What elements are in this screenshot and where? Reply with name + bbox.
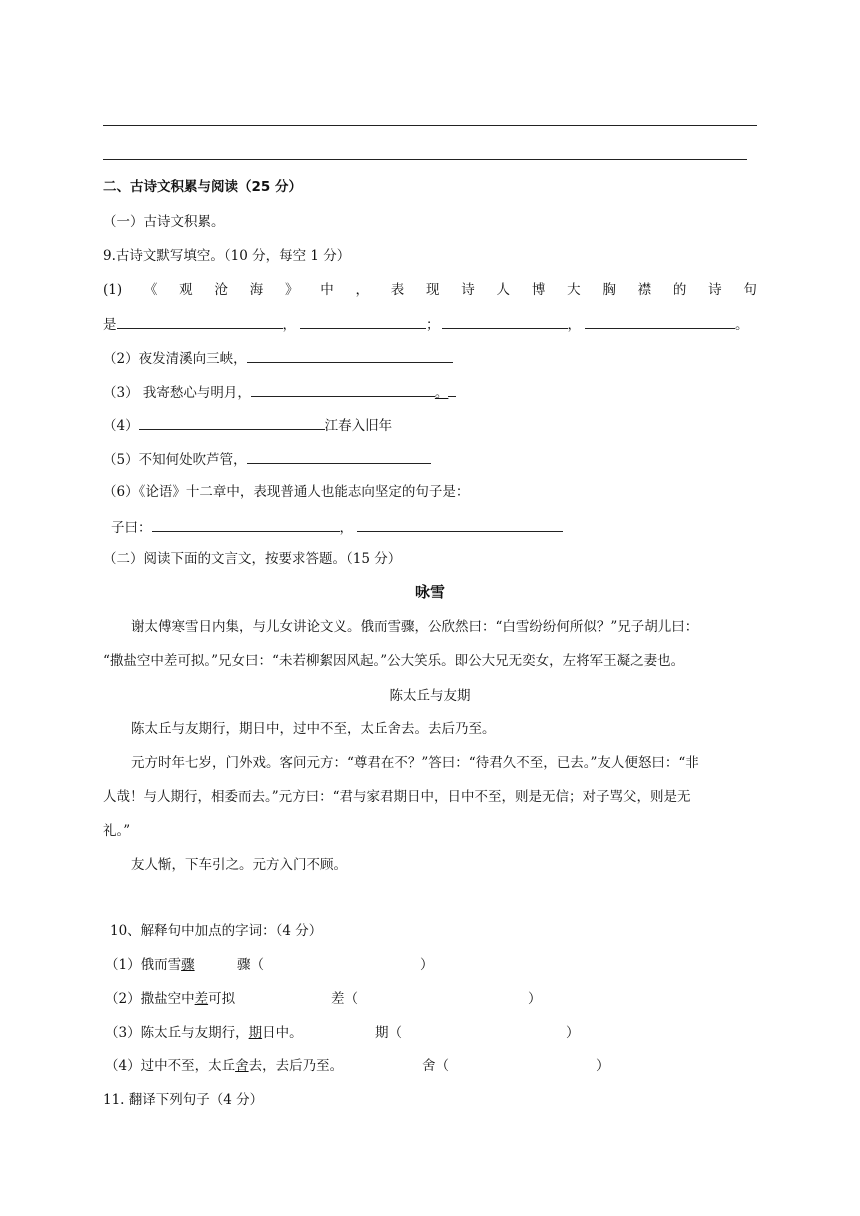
- prompt-char: (1): [103, 282, 123, 298]
- prompt-char: 现: [426, 282, 440, 298]
- answer-blank[interactable]: [247, 348, 453, 363]
- question-10-item: （4）过中不至，太丘舍去，去后乃至。: [105, 1058, 344, 1074]
- passage-text: 友人惭，下车引之。元方入门不顾。: [131, 857, 347, 873]
- subsection-2-label: （二）阅读下面的文言文，按要求答题。（15 分）: [103, 551, 402, 567]
- item-sentence: 撒盐空中: [140, 991, 195, 1007]
- item-number: （3）: [105, 1025, 141, 1041]
- passage-text: “撒盐空中差可拟。”兄女曰：“未若柳絮因风起。”公大笑乐。即公大兄无奕女，左将军王凝之妻也。: [103, 653, 685, 669]
- separator: ；: [426, 317, 440, 333]
- passage-text: 元方时年七岁，门外戏。客问元方：“尊君在不？”答曰：“待君久不至，已去。”友人便怒曰：“非: [131, 755, 699, 771]
- answer-blank[interactable]: [251, 382, 435, 397]
- question-9-6-answer-line: [111, 517, 563, 537]
- passage-title: 咏雪: [414, 583, 445, 601]
- answer-paren-close: ）: [596, 1058, 610, 1074]
- prompt-text: （3） 我寄愁心与明月，: [103, 385, 251, 401]
- prompt-char: 大: [567, 282, 581, 298]
- key-word: 期: [248, 1025, 263, 1041]
- answer-blank[interactable]: [357, 517, 563, 532]
- key-word: 差: [194, 991, 209, 1007]
- answer-blank[interactable]: [139, 415, 325, 430]
- answer-blank[interactable]: [442, 314, 568, 329]
- question-9-3: [103, 382, 456, 402]
- key-word: 骤: [181, 957, 195, 973]
- answer-paren[interactable]: 差（: [331, 991, 358, 1007]
- passage-text: 陈太丘与友期行，期日中，过中不至，太丘舍去。去后乃至。: [131, 721, 496, 737]
- separator: ，: [567, 317, 581, 333]
- question-10-title: 10、解释句中加点的字词：（4 分）: [110, 923, 323, 939]
- answer-rule: [103, 125, 757, 126]
- subsection-1-label: （一）古诗文积累。: [103, 214, 225, 230]
- prefix-text: 是: [103, 317, 117, 333]
- question-9-1-prompt: [103, 281, 757, 299]
- answer-blank[interactable]: [300, 314, 426, 329]
- question-10-item: [105, 956, 195, 974]
- separator: ，: [339, 520, 353, 536]
- passage-text: 礼。”: [103, 823, 131, 839]
- prompt-char: 中: [320, 282, 334, 298]
- prompt-char: 《: [143, 282, 158, 298]
- prefix-text: 子曰：: [111, 520, 152, 536]
- question-9-5: [103, 449, 431, 469]
- answer-paren-close: ）: [566, 1025, 580, 1041]
- question-9-4: [103, 415, 392, 435]
- section-heading: 二、古诗文积累与阅读（25 分）: [103, 179, 302, 195]
- question-10-item: （2）撒盐空中差可拟: [105, 991, 236, 1007]
- prompt-char: 胸: [602, 282, 616, 298]
- prompt-char: 人: [496, 282, 511, 298]
- question-9-6: （6）《论语》十二章中，表现普通人也能志向坚定的句子是：: [103, 484, 470, 500]
- item-sentence: 俄而雪: [140, 957, 182, 973]
- prompt-char: 句: [743, 282, 757, 298]
- answer-rule: [103, 159, 747, 160]
- item-sentence: 过中不至，太丘: [140, 1058, 236, 1074]
- answer-blank-tail: [448, 382, 456, 397]
- prompt-text: （2）夜发清溪向三峡，: [103, 351, 247, 367]
- prompt-char: 博: [531, 282, 546, 298]
- answer-paren[interactable]: 期（: [375, 1025, 402, 1041]
- passage-subtitle: 陈太丘与友期: [389, 688, 471, 704]
- prompt-char: 表: [390, 282, 405, 298]
- item-sentence: 陈太丘与友期行，: [140, 1025, 249, 1041]
- end-mark: 。: [735, 317, 749, 333]
- passage-text: 人哉！与人期行，相委而去。”元方曰：“君与家君期日中，日中不至，则是无信；对子骂父，则是无: [103, 789, 691, 805]
- answer-blank[interactable]: [247, 449, 431, 464]
- prompt-char: 沧: [214, 282, 228, 298]
- item-number: （4）: [105, 1058, 141, 1074]
- key-word: 舍: [235, 1058, 249, 1074]
- question-9-2: [103, 348, 453, 368]
- question-9-1-answer-line: [103, 314, 749, 334]
- question-10-item: （3）陈太丘与友期行，期日中。: [105, 1025, 303, 1041]
- question-11-title: 11. 翻译下列句子（4 分）: [103, 1092, 264, 1108]
- prompt-number: （4）: [103, 418, 139, 434]
- answer-blank[interactable]: [585, 314, 735, 329]
- prompt-char: 》: [284, 282, 299, 298]
- answer-paren[interactable]: 舍（: [422, 1058, 449, 1074]
- answer-paren-close: ）: [528, 991, 542, 1007]
- prompt-char: 诗: [708, 282, 722, 298]
- end-mark: 。: [434, 385, 449, 401]
- answer-blank[interactable]: [117, 314, 283, 329]
- answer-paren-close: ）: [420, 957, 434, 973]
- item-number: （1）: [105, 957, 141, 973]
- question-9-title: 9.古诗文默写填空。（10 分，每空 1 分）: [103, 248, 351, 264]
- prompt-text: （5）不知何处吹芦管，: [103, 452, 247, 468]
- prompt-char: 襟: [637, 282, 652, 298]
- separator: ，: [282, 317, 296, 333]
- prompt-char: 观: [179, 282, 193, 298]
- answer-paren[interactable]: 骤（: [237, 957, 264, 973]
- prompt-text: 江春入旧年: [324, 418, 393, 434]
- prompt-char: 海: [249, 282, 264, 298]
- prompt-char: 诗: [461, 282, 475, 298]
- item-number: （2）: [105, 991, 141, 1007]
- answer-blank[interactable]: [152, 517, 340, 532]
- prompt-char: ，: [355, 282, 369, 298]
- prompt-char: 的: [672, 282, 687, 298]
- passage-text: 谢太傅寒雪日内集，与儿女讲论文义。俄而雪骤，公欣然曰：“白雪纷纷何所似？”兄子胡儿曰：: [131, 619, 699, 635]
